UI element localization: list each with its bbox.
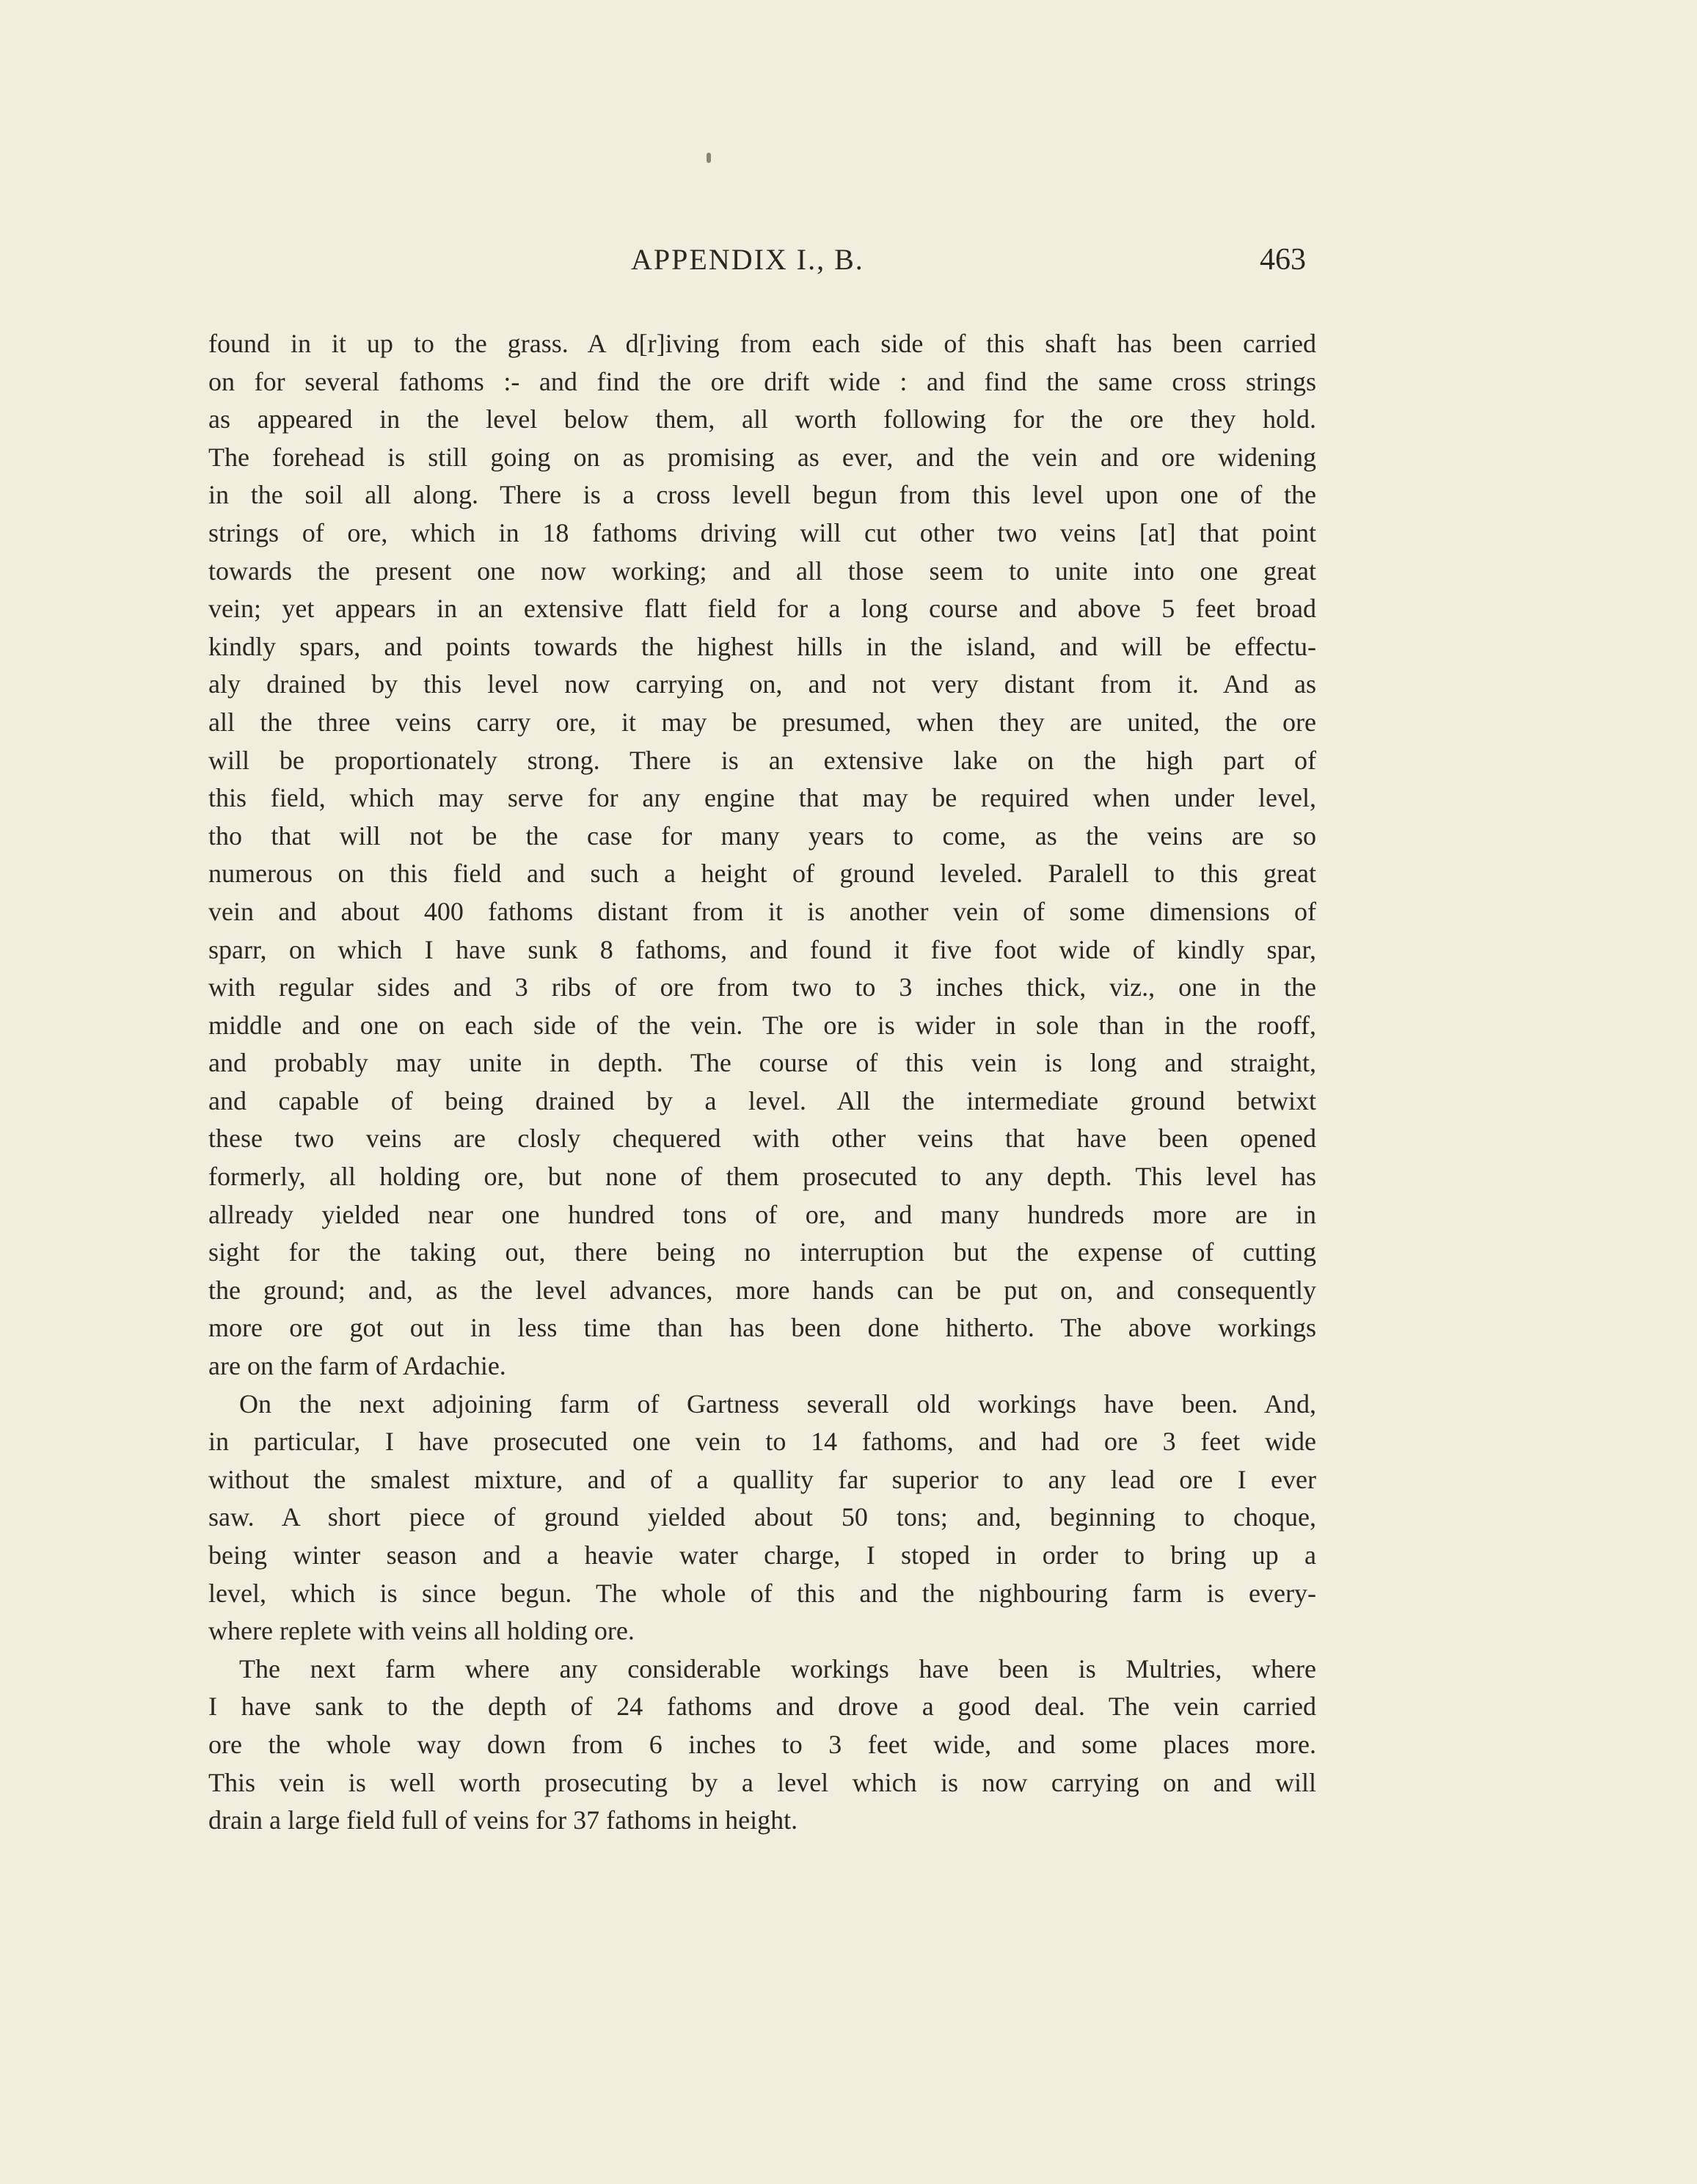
text-line: vein and about 400 fathoms distant from it is another vein of some dimensions of <box>208 896 1316 926</box>
page-number: 463 <box>1260 243 1306 277</box>
text-line: formerly, all holding ore, but none of them prosecuted to any depth. This level has <box>208 1162 1316 1192</box>
text-line: strings of ore, which in 18 fathoms driving will cut other two veins [at] that point <box>208 517 1316 547</box>
text-line: ore the whole way down from 6 inches to 3 feet wide, and some places more. <box>208 1729 1316 1759</box>
text-line: these two veins are closly chequered with other veins that have been opened <box>208 1124 1316 1154</box>
text-line: I have sank to the depth of 24 fathoms and drove a good deal. The vein carried <box>208 1692 1316 1722</box>
text-line: sight for the taking out, there being no interruption but the expense of cutting <box>208 1237 1316 1267</box>
text-line: found in it up to the grass. A d[r]iving from each side of this shaft has been carried <box>208 329 1316 358</box>
text-line: are on the farm of Ardachie. <box>208 1351 506 1381</box>
text-line: allready yielded near one hundred tons of ore, and many hundreds more are in <box>208 1199 1316 1229</box>
text-line: kindly spars, and points towards the highest hills in the island, and will be effectu- <box>208 631 1316 661</box>
text-line: all the three veins carry ore, it may be presumed, when they are united, the ore <box>208 707 1316 737</box>
text-line: The next farm where any considerable workings have been is Multries, where <box>239 1653 1316 1684</box>
text-line: without the smalest mixture, and of a quallity far superior to any lead ore I ever <box>208 1464 1316 1494</box>
text-line: The forehead is still going on as promising as ever, and the vein and ore widening <box>208 442 1316 472</box>
text-line: towards the present one now working; and all those seem to unite into one great <box>208 556 1316 586</box>
text-line: with regular sides and 3 ribs of ore from two to 3 inches thick, viz., one in the <box>208 972 1316 1002</box>
text-line: more ore got out in less time than has been done hitherto. The above workings <box>208 1313 1316 1343</box>
text-line: as appeared in the level below them, all worth following for the ore they hold. <box>208 404 1316 434</box>
text-line: sparr, on which I have sunk 8 fathoms, and found it five foot wide of kindly spar, <box>208 934 1316 964</box>
text-line: in the soil all along. There is a cross levell begun from this level upon one of the <box>208 480 1316 510</box>
text-line: and capable of being drained by a level. All the intermediate ground betwixt <box>208 1085 1316 1115</box>
stray-ink-mark <box>707 153 711 163</box>
text-line: numerous on this field and such a height of ground leveled. Paralell to this great <box>208 859 1316 889</box>
text-line: and probably may unite in depth. The course of this vein is long and straight, <box>208 1048 1316 1078</box>
body-text <box>208 325 1316 1840</box>
running-head: APPENDIX I., B. <box>631 243 864 276</box>
text-line: This vein is well worth prosecuting by a level which is now carrying on and will <box>208 1767 1316 1797</box>
text-line: aly drained by this level now carrying on, and not very distant from it. And as <box>208 669 1316 699</box>
text-line: being winter season and a heavie water charge, I stoped in order to bring up a <box>208 1540 1316 1570</box>
text-line: the ground; and, as the level advances, more hands can be put on, and consequently <box>208 1275 1316 1305</box>
text-line: in particular, I have prosecuted one vein to 14 fathoms, and had ore 3 feet wide <box>208 1427 1316 1457</box>
text-line: level, which is since begun. The whole of this and the nighbouring farm is every- <box>208 1578 1316 1608</box>
text-line: this field, which may serve for any engine that may be required when under level, <box>208 783 1316 813</box>
text-line: On the next adjoining farm of Gartness severall old workings have been. And, <box>239 1388 1316 1419</box>
text-line: drain a large field full of veins for 37 fathoms in height. <box>208 1805 798 1835</box>
text-line: where replete with veins all holding ore. <box>208 1616 635 1646</box>
text-line: saw. A short piece of ground yielded about 50 tons; and, beginning to choque, <box>208 1502 1316 1532</box>
text-line: tho that will not be the case for many years to come, as the veins are so <box>208 820 1316 851</box>
text-line: on for several fathoms :- and find the ore drift wide : and find the same cross strings <box>208 366 1316 396</box>
text-line: middle and one on each side of the vein. The ore is wider in sole than in the rooff, <box>208 1010 1316 1040</box>
text-line: vein; yet appears in an extensive flatt field for a long course and above 5 feet broad <box>208 594 1316 624</box>
text-line: will be proportionately strong. There is an extensive lake on the high part of <box>208 745 1316 775</box>
page-header <box>0 242 1697 286</box>
